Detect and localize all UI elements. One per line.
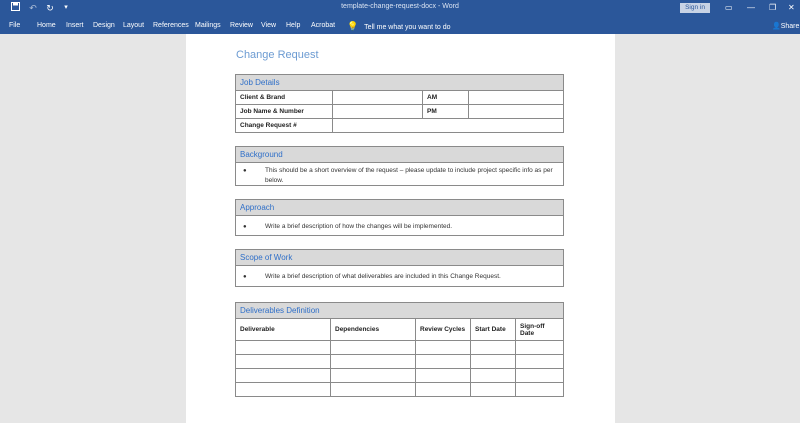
table-row [236,383,564,397]
table-row [236,341,564,355]
table-cell[interactable] [471,355,516,369]
restore-icon[interactable]: ❐ [769,3,777,12]
table-cell: AM [423,91,469,105]
table-cell[interactable] [471,369,516,383]
tell-me-text: Tell me what you want to do [364,24,451,31]
job-details-table [235,90,564,133]
customize-toolbar-icon[interactable]: ▾ [64,4,68,11]
background-section [235,146,564,186]
table-row [236,91,564,105]
ribbon-display-icon[interactable]: ▭ [725,3,733,12]
table-cell[interactable] [471,383,516,397]
table-cell[interactable] [236,341,331,355]
column-header: Start Date [471,319,516,341]
table-cell[interactable] [416,383,471,397]
table-cell[interactable] [469,91,564,105]
scope-section [235,249,564,287]
tab-help[interactable]: Help [286,22,301,29]
bullet-icon: ● [243,274,247,280]
table-cell[interactable] [516,341,564,355]
table-cell[interactable] [516,383,564,397]
tab-file[interactable]: File [9,22,21,29]
table-cell[interactable] [236,383,331,397]
tab-review[interactable]: Review [230,22,253,29]
column-header: Review Cycles [416,319,471,341]
close-icon[interactable]: ✕ [788,3,795,12]
table-row [236,119,564,133]
person-icon: 👤 [772,23,781,30]
table-row [236,105,564,119]
tab-view[interactable]: View [261,22,277,29]
bullet-icon: ● [243,224,247,230]
column-header: Dependencies [331,319,416,341]
table-cell[interactable] [333,105,423,119]
column-header: Deliverable [236,319,331,341]
approach-title: Approach [236,200,563,216]
tab-layout[interactable]: Layout [123,22,145,29]
tell-me-box[interactable] [347,21,451,32]
table-cell[interactable] [516,355,564,369]
table-header-row [236,319,564,341]
table-cell[interactable] [516,369,564,383]
ribbon-tabs [0,16,800,34]
tab-mailings[interactable]: Mailings [195,22,221,29]
table-cell: Client & Brand [236,91,333,105]
share-label: Share [780,23,800,30]
title-bar [0,0,800,16]
scope-title: Scope of Work [236,250,563,266]
redo-icon[interactable]: ↻ [46,3,54,13]
column-header: Sign-off Date [516,319,564,341]
document-title: template-change-request-docx - Word [341,3,459,10]
deliverables-section [235,302,564,397]
table-row [236,369,564,383]
table-cell[interactable] [416,369,471,383]
deliverables-title: Deliverables Definition [236,303,563,319]
table-cell: Change Request # [236,119,333,133]
table-cell: PM [423,105,469,119]
document-heading: Change Request [236,49,319,61]
sign-in-button[interactable]: Sign in [680,3,710,13]
job-details-title: Job Details [236,75,563,91]
table-row [236,355,564,369]
table-cell: Job Name & Number [236,105,333,119]
table-cell[interactable] [416,355,471,369]
background-title: Background [236,147,563,163]
undo-icon[interactable]: ↶ [29,3,37,13]
tab-references[interactable]: References [153,22,189,29]
tab-insert[interactable]: Insert [66,22,84,29]
approach-text[interactable]: Write a brief description of how the changes will be implemented. [265,223,453,230]
table-cell[interactable] [333,91,423,105]
lightbulb-icon: 💡 [347,21,359,31]
table-cell[interactable] [236,355,331,369]
table-cell[interactable] [236,369,331,383]
table-cell[interactable] [331,355,416,369]
job-details-section [235,74,564,133]
table-cell[interactable] [416,341,471,355]
tab-design[interactable]: Design [93,22,115,29]
document-page[interactable] [186,34,615,423]
table-cell[interactable] [471,341,516,355]
table-cell[interactable] [469,105,564,119]
minimize-icon[interactable]: — [747,3,755,12]
tab-acrobat[interactable]: Acrobat [311,22,336,29]
deliverables-table [235,318,564,397]
tab-home[interactable]: Home [37,22,56,29]
scope-text[interactable]: Write a brief description of what deliverables are included in this Change Request. [265,273,501,280]
bullet-icon: ● [243,168,247,174]
table-cell[interactable] [331,383,416,397]
approach-section [235,199,564,236]
table-cell[interactable] [333,119,564,133]
table-cell[interactable] [331,369,416,383]
share-button[interactable] [772,22,799,30]
background-text[interactable]: This should be a short overview of the request – please update to include project specific info as per below. [265,167,553,184]
table-cell[interactable] [331,341,416,355]
